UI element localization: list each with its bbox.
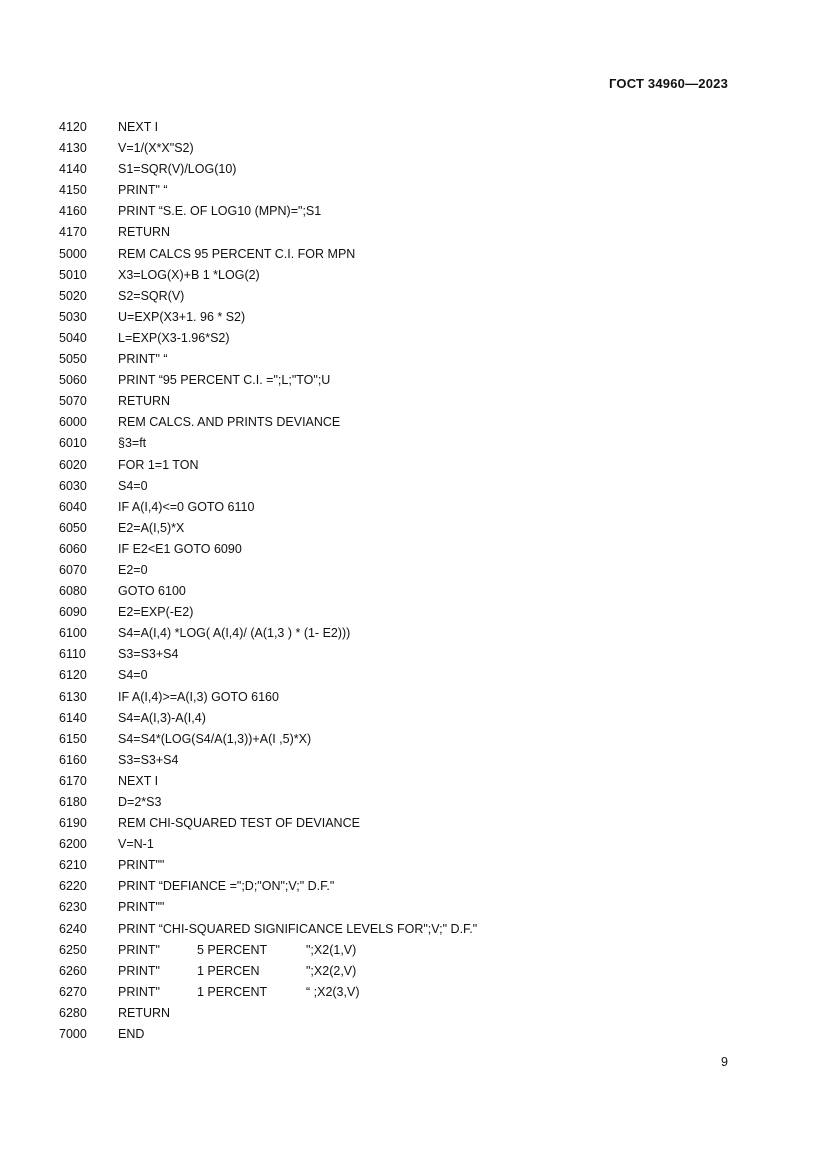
- line-code: PRINT" “: [118, 352, 168, 367]
- code-line: [59, 244, 759, 265]
- code-line: [59, 792, 759, 813]
- code-line: [59, 1024, 759, 1045]
- line-number: 6090: [59, 605, 87, 620]
- line-code: RETURN: [118, 225, 171, 240]
- line-code: S3=S3+S4: [118, 752, 179, 767]
- code-line: [59, 307, 759, 328]
- line-number: 6110: [59, 647, 86, 662]
- line-code: REM CALCS. AND PRINTS DEVIANCE: [118, 415, 341, 430]
- line-number: 5060: [59, 373, 87, 388]
- code-line: [59, 349, 759, 370]
- line-code-column-2: 1 PERCEN: [197, 963, 260, 978]
- code-line: [59, 117, 759, 138]
- code-line: [59, 159, 759, 180]
- line-number: 4130: [59, 141, 87, 156]
- code-line: [59, 497, 759, 518]
- code-line: [59, 265, 759, 286]
- line-code: V=1/(X*X"S2): [118, 141, 194, 156]
- line-number: 6270: [59, 984, 87, 999]
- line-code: S1=SQR(V)/LOG(10): [118, 162, 237, 177]
- line-code: PRINT"": [118, 858, 165, 873]
- line-code: S2=SQR(V): [118, 288, 185, 303]
- line-code: PRINT “CHI-SQUARED SIGNIFICANCE LEVELS FOR";V;" D.F.": [118, 921, 478, 936]
- line-code: U=EXP(X3+1. 96 * S2): [118, 309, 246, 324]
- line-number: 6150: [59, 731, 87, 746]
- code-line: [59, 708, 759, 729]
- line-number: 6190: [59, 816, 87, 831]
- line-code-column-3: “ ;X2(3,V): [306, 984, 360, 999]
- line-code: IF A(I,4)<=0 GOTO 6110: [118, 499, 255, 514]
- code-line: [59, 897, 759, 918]
- line-code: D=2*S3: [118, 795, 162, 809]
- code-line: [59, 476, 759, 497]
- line-number: 4160: [59, 204, 87, 219]
- line-code: END: [118, 1027, 145, 1042]
- code-line: [59, 412, 759, 433]
- line-code: E2=EXP(-E2): [118, 605, 194, 620]
- line-code: PRINT": [118, 984, 160, 999]
- line-number: 5070: [59, 394, 87, 409]
- line-number: 6070: [59, 562, 87, 577]
- line-code: S4=A(I,4) *LOG( A(I,4)/ (A(1,3 ) * (1- E2))): [118, 626, 351, 641]
- line-number: 6100: [59, 626, 87, 641]
- line-code: PRINT": [118, 942, 160, 957]
- code-line: [59, 665, 759, 686]
- line-number: 4140: [59, 162, 87, 177]
- line-code: REM CHI-SQUARED TEST OF DEVIANCE: [118, 816, 360, 831]
- line-number: 6170: [59, 773, 87, 788]
- line-code-column-3: ";X2(1,V): [306, 942, 357, 957]
- line-number: 6130: [59, 689, 87, 704]
- line-number: 6000: [59, 415, 87, 430]
- line-number: 5000: [59, 246, 87, 261]
- code-line: [59, 391, 759, 412]
- line-code: REM CALCS 95 PERCENT C.I. FOR MPN: [118, 246, 356, 261]
- line-number: 6220: [59, 879, 87, 894]
- line-code: S4=0: [118, 668, 148, 683]
- code-line: [59, 729, 759, 750]
- code-line: [59, 876, 759, 897]
- line-number: 6120: [59, 668, 87, 683]
- code-line: [59, 138, 759, 159]
- code-line: [59, 644, 759, 665]
- line-code: PRINT": [118, 963, 160, 978]
- code-line: [59, 919, 759, 940]
- line-number: 5020: [59, 288, 87, 303]
- line-number: 4120: [59, 120, 87, 134]
- line-code: V=N-1: [118, 837, 154, 852]
- line-code: E2=A(I,5)*X: [118, 520, 185, 535]
- line-number: 6240: [59, 921, 87, 936]
- line-code: NEXT I: [118, 773, 159, 788]
- code-line: [59, 455, 759, 476]
- line-number: 6260: [59, 963, 87, 978]
- line-number: 6230: [59, 900, 87, 915]
- line-code: GOTO 6100: [118, 584, 186, 599]
- code-line: [59, 201, 759, 222]
- code-line: [59, 982, 759, 1003]
- line-number: 6210: [59, 858, 87, 873]
- line-code: PRINT “95 PERCENT C.I. =";L;"TO";U: [118, 373, 331, 388]
- line-code-column-2: 1 PERCENT: [197, 984, 268, 999]
- code-line: [59, 771, 759, 792]
- line-number: 7000: [59, 1027, 87, 1042]
- line-number: 6020: [59, 457, 87, 472]
- line-code: L=EXP(X3-1.96*S2): [118, 330, 230, 345]
- code-line: [59, 518, 759, 539]
- line-code: X3=LOG(X)+B 1 *LOG(2): [118, 267, 260, 282]
- code-line: [59, 433, 759, 454]
- line-code: PRINT “DEFIANCE =";D;"ON";V;" D.F.": [118, 879, 335, 894]
- line-number: 4150: [59, 183, 87, 198]
- line-number: 6080: [59, 584, 87, 599]
- page-number: 9: [721, 1055, 728, 1069]
- document-header: ГОСТ 34960—2023: [609, 76, 728, 91]
- code-line: [59, 687, 759, 708]
- code-line: [59, 370, 759, 391]
- line-code-column-3: ";X2(2,V): [306, 963, 357, 978]
- line-code: S3=S3+S4: [118, 647, 179, 662]
- code-line: [59, 1003, 759, 1024]
- code-line: [59, 581, 759, 602]
- line-number: 6140: [59, 710, 87, 725]
- code-line: [59, 328, 759, 349]
- line-code: E2=0: [118, 562, 148, 577]
- line-number: 6030: [59, 478, 87, 493]
- code-line: [59, 940, 759, 961]
- line-code: IF A(I,4)>=A(I,3) GOTO 6160: [118, 689, 279, 704]
- line-number: 6160: [59, 752, 87, 767]
- line-number: 5050: [59, 352, 87, 367]
- line-code: §3=ft: [118, 436, 147, 451]
- code-line: [59, 180, 759, 201]
- line-code: PRINT" “: [118, 183, 168, 198]
- code-line: [59, 813, 759, 834]
- code-line: [59, 855, 759, 876]
- code-line: [59, 222, 759, 243]
- line-number: 6200: [59, 837, 87, 852]
- line-number: 4170: [59, 225, 87, 240]
- code-line: [59, 560, 759, 581]
- code-line: [59, 539, 759, 560]
- line-code: NEXT I: [118, 120, 159, 134]
- line-code: PRINT"": [118, 900, 165, 915]
- line-code: PRINT “S.E. OF LOG10 (MPN)=";S1: [118, 204, 322, 219]
- line-number: 6010: [59, 436, 87, 451]
- code-line: [59, 961, 759, 982]
- line-code: FOR 1=1 TON: [118, 457, 199, 472]
- line-number: 5010: [59, 267, 87, 282]
- line-code: S4=S4*(LOG(S4/A(1,3))+A(I ,5)*X): [118, 731, 312, 746]
- line-number: 5030: [59, 309, 87, 324]
- line-code: S4=A(I,3)-A(I,4): [118, 710, 206, 725]
- code-line: [59, 623, 759, 644]
- line-number: 6060: [59, 541, 87, 556]
- line-code: S4=0: [118, 478, 148, 493]
- code-line: [59, 750, 759, 771]
- line-number: 6280: [59, 1005, 87, 1020]
- line-number: 5040: [59, 330, 87, 345]
- code-line: [59, 602, 759, 623]
- line-code-column-2: 5 PERCENT: [197, 942, 268, 957]
- line-code: IF E2<E1 GOTO 6090: [118, 541, 242, 556]
- line-number: 6250: [59, 942, 87, 957]
- line-code: RETURN: [118, 394, 171, 409]
- line-code: RETURN: [118, 1005, 171, 1020]
- line-number: 6040: [59, 499, 87, 514]
- code-line: [59, 834, 759, 855]
- code-line: [59, 286, 759, 307]
- code-listing: [59, 117, 759, 1045]
- line-number: 6180: [59, 795, 87, 809]
- line-number: 6050: [59, 520, 87, 535]
